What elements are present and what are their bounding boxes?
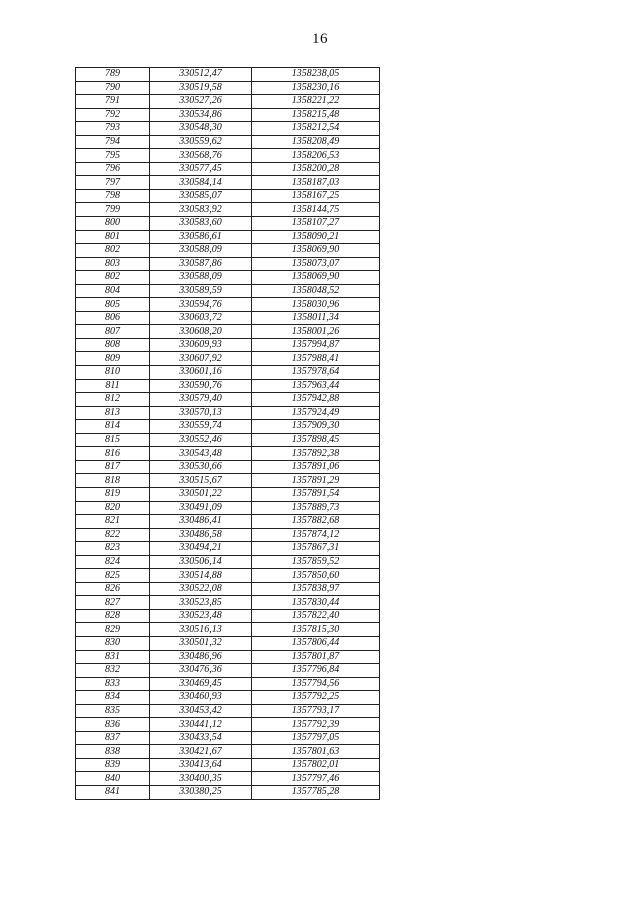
table-row	[76, 298, 380, 312]
y-coordinate-cell: 1358167,25	[252, 189, 380, 203]
y-coordinate-cell: 1358011,34	[252, 311, 380, 325]
point-number-cell: 838	[76, 745, 150, 759]
x-coordinate-cell: 330543,48	[150, 447, 252, 461]
point-number-cell: 794	[76, 135, 150, 149]
y-coordinate-cell: 1357797,05	[252, 731, 380, 745]
point-number-cell: 808	[76, 338, 150, 352]
x-coordinate-cell: 330501,22	[150, 487, 252, 501]
point-number-cell: 791	[76, 95, 150, 109]
x-coordinate-cell: 330441,12	[150, 718, 252, 732]
point-number-cell: 796	[76, 162, 150, 176]
x-coordinate-cell: 330486,58	[150, 528, 252, 542]
x-coordinate-cell: 330519,58	[150, 81, 252, 95]
table-row	[76, 379, 380, 393]
table-row	[76, 515, 380, 529]
y-coordinate-cell: 1357806,44	[252, 636, 380, 650]
y-coordinate-cell: 1357850,60	[252, 569, 380, 583]
point-number-cell: 813	[76, 406, 150, 420]
x-coordinate-cell: 330491,09	[150, 501, 252, 515]
y-coordinate-cell: 1358221,22	[252, 95, 380, 109]
point-number-cell: 818	[76, 474, 150, 488]
y-coordinate-cell: 1357942,88	[252, 393, 380, 407]
table-row	[76, 257, 380, 271]
point-number-cell: 833	[76, 677, 150, 691]
x-coordinate-cell: 330400,35	[150, 772, 252, 786]
x-coordinate-cell: 330522,08	[150, 582, 252, 596]
y-coordinate-cell: 1357822,40	[252, 609, 380, 623]
point-number-cell: 817	[76, 460, 150, 474]
point-number-cell: 821	[76, 515, 150, 529]
point-number-cell: 840	[76, 772, 150, 786]
table-row	[76, 420, 380, 434]
y-coordinate-cell: 1357802,01	[252, 758, 380, 772]
y-coordinate-cell: 1358206,53	[252, 149, 380, 163]
y-coordinate-cell: 1357797,46	[252, 772, 380, 786]
y-coordinate-cell: 1357867,31	[252, 542, 380, 556]
y-coordinate-cell: 1357785,28	[252, 785, 380, 799]
table-row	[76, 569, 380, 583]
table-row	[76, 325, 380, 339]
y-coordinate-cell: 1357792,39	[252, 718, 380, 732]
point-number-cell: 811	[76, 379, 150, 393]
table-row	[76, 785, 380, 799]
x-coordinate-cell: 330453,42	[150, 704, 252, 718]
y-coordinate-cell: 1358230,16	[252, 81, 380, 95]
table-row	[76, 677, 380, 691]
x-coordinate-cell: 330527,26	[150, 95, 252, 109]
x-coordinate-cell: 330515,67	[150, 474, 252, 488]
table-row	[76, 149, 380, 163]
y-coordinate-cell: 1358048,52	[252, 284, 380, 298]
point-number-cell: 803	[76, 257, 150, 271]
x-coordinate-cell: 330608,20	[150, 325, 252, 339]
x-coordinate-cell: 330585,07	[150, 189, 252, 203]
table-row	[76, 135, 380, 149]
table-row	[76, 691, 380, 705]
point-number-cell: 828	[76, 609, 150, 623]
point-number-cell: 823	[76, 542, 150, 556]
table-row	[76, 772, 380, 786]
y-coordinate-cell: 1357801,87	[252, 650, 380, 664]
x-coordinate-cell: 330579,40	[150, 393, 252, 407]
point-number-cell: 792	[76, 108, 150, 122]
table-row	[76, 284, 380, 298]
point-number-cell: 826	[76, 582, 150, 596]
table-row	[76, 745, 380, 759]
table-row	[76, 122, 380, 136]
y-coordinate-cell: 1357994,87	[252, 338, 380, 352]
point-number-cell: 795	[76, 149, 150, 163]
table-row	[76, 189, 380, 203]
table-row	[76, 731, 380, 745]
x-coordinate-cell: 330583,92	[150, 203, 252, 217]
point-number-cell: 799	[76, 203, 150, 217]
table-row	[76, 108, 380, 122]
table-row	[76, 203, 380, 217]
point-number-cell: 809	[76, 352, 150, 366]
x-coordinate-cell: 330534,86	[150, 108, 252, 122]
point-number-cell: 831	[76, 650, 150, 664]
x-coordinate-cell: 330601,16	[150, 366, 252, 380]
x-coordinate-cell: 330577,45	[150, 162, 252, 176]
y-coordinate-cell: 1357882,68	[252, 515, 380, 529]
y-coordinate-cell: 1358030,96	[252, 298, 380, 312]
point-number-cell: 801	[76, 230, 150, 244]
table-row	[76, 650, 380, 664]
point-number-cell: 820	[76, 501, 150, 515]
point-number-cell: 832	[76, 664, 150, 678]
point-number-cell: 789	[76, 68, 150, 82]
y-coordinate-cell: 1357891,06	[252, 460, 380, 474]
table-row	[76, 68, 380, 82]
page-number: 16	[312, 31, 328, 47]
y-coordinate-cell: 1357909,30	[252, 420, 380, 434]
x-coordinate-cell: 330486,96	[150, 650, 252, 664]
y-coordinate-cell: 1358144,75	[252, 203, 380, 217]
point-number-cell: 827	[76, 596, 150, 610]
point-number-cell: 824	[76, 555, 150, 569]
table-row	[76, 758, 380, 772]
y-coordinate-cell: 1357859,52	[252, 555, 380, 569]
y-coordinate-cell: 1357891,29	[252, 474, 380, 488]
x-coordinate-cell: 330514,88	[150, 569, 252, 583]
point-number-cell: 797	[76, 176, 150, 190]
point-number-cell: 829	[76, 623, 150, 637]
x-coordinate-cell: 330589,59	[150, 284, 252, 298]
x-coordinate-cell: 330588,09	[150, 271, 252, 285]
table-row	[76, 636, 380, 650]
point-number-cell: 805	[76, 298, 150, 312]
table-row	[76, 162, 380, 176]
x-coordinate-cell: 330586,61	[150, 230, 252, 244]
y-coordinate-cell: 1357793,17	[252, 704, 380, 718]
x-coordinate-cell: 330523,48	[150, 609, 252, 623]
x-coordinate-cell: 330433,54	[150, 731, 252, 745]
y-coordinate-cell: 1357978,64	[252, 366, 380, 380]
table-row	[76, 366, 380, 380]
x-coordinate-cell: 330607,92	[150, 352, 252, 366]
y-coordinate-cell: 1357924,49	[252, 406, 380, 420]
y-coordinate-cell: 1358107,27	[252, 217, 380, 231]
x-coordinate-cell: 330570,13	[150, 406, 252, 420]
coordinates-table	[75, 67, 380, 800]
x-coordinate-cell: 330516,13	[150, 623, 252, 637]
table-row	[76, 474, 380, 488]
point-number-cell: 812	[76, 393, 150, 407]
table-row	[76, 244, 380, 258]
x-coordinate-cell: 330486,41	[150, 515, 252, 529]
point-number-cell: 839	[76, 758, 150, 772]
point-number-cell: 816	[76, 447, 150, 461]
y-coordinate-cell: 1357815,30	[252, 623, 380, 637]
y-coordinate-cell: 1357898,45	[252, 433, 380, 447]
table-row	[76, 555, 380, 569]
point-number-cell: 807	[76, 325, 150, 339]
table-row	[76, 217, 380, 231]
table-row	[76, 176, 380, 190]
x-coordinate-cell: 330594,76	[150, 298, 252, 312]
x-coordinate-cell: 330523,85	[150, 596, 252, 610]
y-coordinate-cell: 1358200,28	[252, 162, 380, 176]
y-coordinate-cell: 1357796,84	[252, 664, 380, 678]
x-coordinate-cell: 330476,36	[150, 664, 252, 678]
point-number-cell: 822	[76, 528, 150, 542]
point-number-cell: 825	[76, 569, 150, 583]
table-row	[76, 609, 380, 623]
point-number-cell: 837	[76, 731, 150, 745]
point-number-cell: 793	[76, 122, 150, 136]
y-coordinate-cell: 1358187,03	[252, 176, 380, 190]
y-coordinate-cell: 1358212,54	[252, 122, 380, 136]
y-coordinate-cell: 1358069,90	[252, 271, 380, 285]
x-coordinate-cell: 330506,14	[150, 555, 252, 569]
table-row	[76, 501, 380, 515]
y-coordinate-cell: 1358073,07	[252, 257, 380, 271]
x-coordinate-cell: 330590,76	[150, 379, 252, 393]
x-coordinate-cell: 330584,14	[150, 176, 252, 190]
x-coordinate-cell: 330568,76	[150, 149, 252, 163]
point-number-cell: 800	[76, 217, 150, 231]
point-number-cell: 798	[76, 189, 150, 203]
x-coordinate-cell: 330552,46	[150, 433, 252, 447]
x-coordinate-cell: 330603,72	[150, 311, 252, 325]
point-number-cell: 819	[76, 487, 150, 501]
x-coordinate-cell: 330609,93	[150, 338, 252, 352]
table-row	[76, 311, 380, 325]
x-coordinate-cell: 330494,21	[150, 542, 252, 556]
y-coordinate-cell: 1358215,48	[252, 108, 380, 122]
table-row	[76, 406, 380, 420]
point-number-cell: 841	[76, 785, 150, 799]
x-coordinate-cell: 330548,30	[150, 122, 252, 136]
point-number-cell: 830	[76, 636, 150, 650]
y-coordinate-cell: 1358238,05	[252, 68, 380, 82]
point-number-cell: 802	[76, 271, 150, 285]
point-number-cell: 804	[76, 284, 150, 298]
table-row	[76, 528, 380, 542]
y-coordinate-cell: 1357792,25	[252, 691, 380, 705]
point-number-cell: 790	[76, 81, 150, 95]
table-row	[76, 542, 380, 556]
x-coordinate-cell: 330588,09	[150, 244, 252, 258]
y-coordinate-cell: 1357874,12	[252, 528, 380, 542]
table-row	[76, 447, 380, 461]
y-coordinate-cell: 1358208,49	[252, 135, 380, 149]
point-number-cell: 810	[76, 366, 150, 380]
x-coordinate-cell: 330583,60	[150, 217, 252, 231]
table-row	[76, 623, 380, 637]
y-coordinate-cell: 1358069,90	[252, 244, 380, 258]
y-coordinate-cell: 1357889,73	[252, 501, 380, 515]
table-row	[76, 271, 380, 285]
point-number-cell: 814	[76, 420, 150, 434]
point-number-cell: 835	[76, 704, 150, 718]
y-coordinate-cell: 1357963,44	[252, 379, 380, 393]
point-number-cell: 815	[76, 433, 150, 447]
y-coordinate-cell: 1357830,44	[252, 596, 380, 610]
table-row	[76, 338, 380, 352]
y-coordinate-cell: 1357892,38	[252, 447, 380, 461]
table-row	[76, 81, 380, 95]
table-row	[76, 352, 380, 366]
y-coordinate-cell: 1357794,56	[252, 677, 380, 691]
table-row	[76, 460, 380, 474]
y-coordinate-cell: 1357891,54	[252, 487, 380, 501]
y-coordinate-cell: 1358090,21	[252, 230, 380, 244]
table-row	[76, 664, 380, 678]
point-number-cell: 834	[76, 691, 150, 705]
y-coordinate-cell: 1357838,97	[252, 582, 380, 596]
table-row	[76, 718, 380, 732]
x-coordinate-cell: 330380,25	[150, 785, 252, 799]
table-row	[76, 433, 380, 447]
y-coordinate-cell: 1357801,63	[252, 745, 380, 759]
x-coordinate-cell: 330413,64	[150, 758, 252, 772]
x-coordinate-cell: 330421,67	[150, 745, 252, 759]
table-row	[76, 704, 380, 718]
x-coordinate-cell: 330559,74	[150, 420, 252, 434]
x-coordinate-cell: 330501,32	[150, 636, 252, 650]
x-coordinate-cell: 330530,66	[150, 460, 252, 474]
point-number-cell: 802	[76, 244, 150, 258]
x-coordinate-cell: 330587,86	[150, 257, 252, 271]
coordinates-table-body	[76, 68, 380, 800]
y-coordinate-cell: 1357988,41	[252, 352, 380, 366]
y-coordinate-cell: 1358001,26	[252, 325, 380, 339]
point-number-cell: 836	[76, 718, 150, 732]
x-coordinate-cell: 330460,93	[150, 691, 252, 705]
table-row	[76, 393, 380, 407]
x-coordinate-cell: 330469,45	[150, 677, 252, 691]
point-number-cell: 806	[76, 311, 150, 325]
table-row	[76, 95, 380, 109]
x-coordinate-cell: 330512,47	[150, 68, 252, 82]
table-row	[76, 230, 380, 244]
table-row	[76, 596, 380, 610]
x-coordinate-cell: 330559,62	[150, 135, 252, 149]
table-row	[76, 487, 380, 501]
table-row	[76, 582, 380, 596]
